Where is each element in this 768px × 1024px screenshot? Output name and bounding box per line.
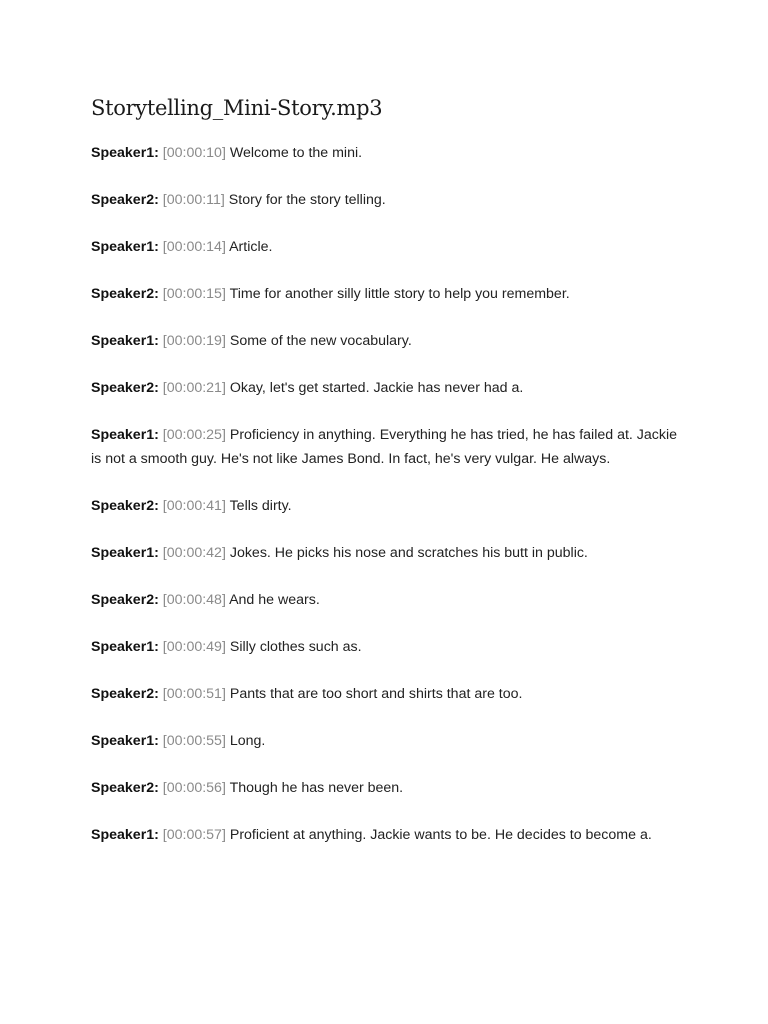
transcript-turn: [91, 589, 681, 613]
transcript-turn: [91, 330, 681, 354]
timestamp: [00:00:14]: [162, 239, 226, 255]
timestamp: [00:00:41]: [162, 497, 226, 514]
speaker-label: Speaker2:: [91, 779, 159, 796]
speaker-label: Speaker1:: [91, 544, 159, 561]
timestamp: [00:00:56]: [162, 779, 226, 796]
transcript-turn: [91, 495, 681, 519]
transcript-turn: [91, 542, 681, 566]
speaker-label: Speaker2:: [91, 591, 159, 608]
utterance-text: Okay, let's get started. Jackie has never had a.: [229, 380, 524, 396]
transcript-turn: [91, 824, 681, 848]
speaker-label: Speaker1:: [91, 239, 159, 255]
utterance-text: Silly clothes such as.: [229, 638, 362, 655]
speaker-label: Speaker1:: [91, 333, 159, 349]
speaker-label: Speaker1:: [91, 826, 159, 843]
utterance-text: Time for another silly little story to help you remember.: [229, 286, 570, 302]
speaker-label: Speaker2:: [91, 380, 159, 396]
speaker-label: Speaker1:: [91, 732, 159, 749]
timestamp: [00:00:10]: [162, 145, 226, 161]
speaker-label: Speaker2:: [91, 685, 159, 702]
transcript-turn: [91, 777, 681, 801]
timestamp: [00:00:15]: [162, 286, 226, 302]
speaker-label: Speaker1:: [91, 427, 159, 443]
utterance-text: And he wears.: [229, 591, 320, 608]
utterance-text: Pants that are too short and shirts that are too.: [229, 685, 523, 702]
transcript-turn: [91, 142, 681, 166]
transcript-turn: [91, 189, 681, 213]
utterance-text: Tells dirty.: [229, 497, 292, 514]
transcript-turn: [91, 236, 681, 260]
transcript-turn: [91, 283, 681, 307]
timestamp: [00:00:42]: [162, 544, 226, 561]
utterance-text: Some of the new vocabulary.: [229, 333, 412, 349]
utterance-text: Story for the story telling.: [228, 192, 386, 208]
timestamp: [00:00:19]: [162, 333, 226, 349]
speaker-label: Speaker1:: [91, 145, 159, 161]
transcript-turn: [91, 730, 681, 754]
utterance-text: Article.: [229, 239, 273, 255]
transcript-turn: [91, 683, 681, 707]
speaker-label: Speaker2:: [91, 192, 159, 208]
utterance-text: Though he has never been.: [229, 779, 404, 796]
transcript-turn: [91, 424, 681, 471]
timestamp: [00:00:55]: [162, 732, 226, 749]
timestamp: [00:00:21]: [162, 380, 226, 396]
speaker-label: Speaker2:: [91, 497, 159, 514]
utterance-text: Jokes. He picks his nose and scratches his butt in public.: [229, 544, 588, 561]
timestamp: [00:00:51]: [162, 685, 226, 702]
timestamp: [00:00:11]: [162, 192, 225, 208]
timestamp: [00:00:57]: [162, 826, 226, 843]
transcript-turn: [91, 636, 681, 660]
speaker-label: Speaker1:: [91, 638, 159, 655]
utterance-text: Long.: [229, 732, 266, 749]
timestamp: [00:00:25]: [162, 427, 226, 443]
transcript: [91, 142, 681, 871]
speaker-label: Speaker2:: [91, 286, 159, 302]
utterance-text: Welcome to the mini.: [229, 145, 363, 161]
document-title: Storytelling_Mini-Story.mp3: [91, 96, 383, 120]
transcript-turn: [91, 377, 681, 401]
timestamp: [00:00:49]: [162, 638, 226, 655]
utterance-text: Proficient at anything. Jackie wants to be. He decides to become a.: [229, 826, 652, 843]
timestamp: [00:00:48]: [162, 591, 226, 608]
utterance-text: Proficiency in anything. Everything he has tried, he has failed at. Jackie is not a smooth guy. He's not like James Bond. In fact, he's very vulgar. He always.: [91, 427, 678, 467]
